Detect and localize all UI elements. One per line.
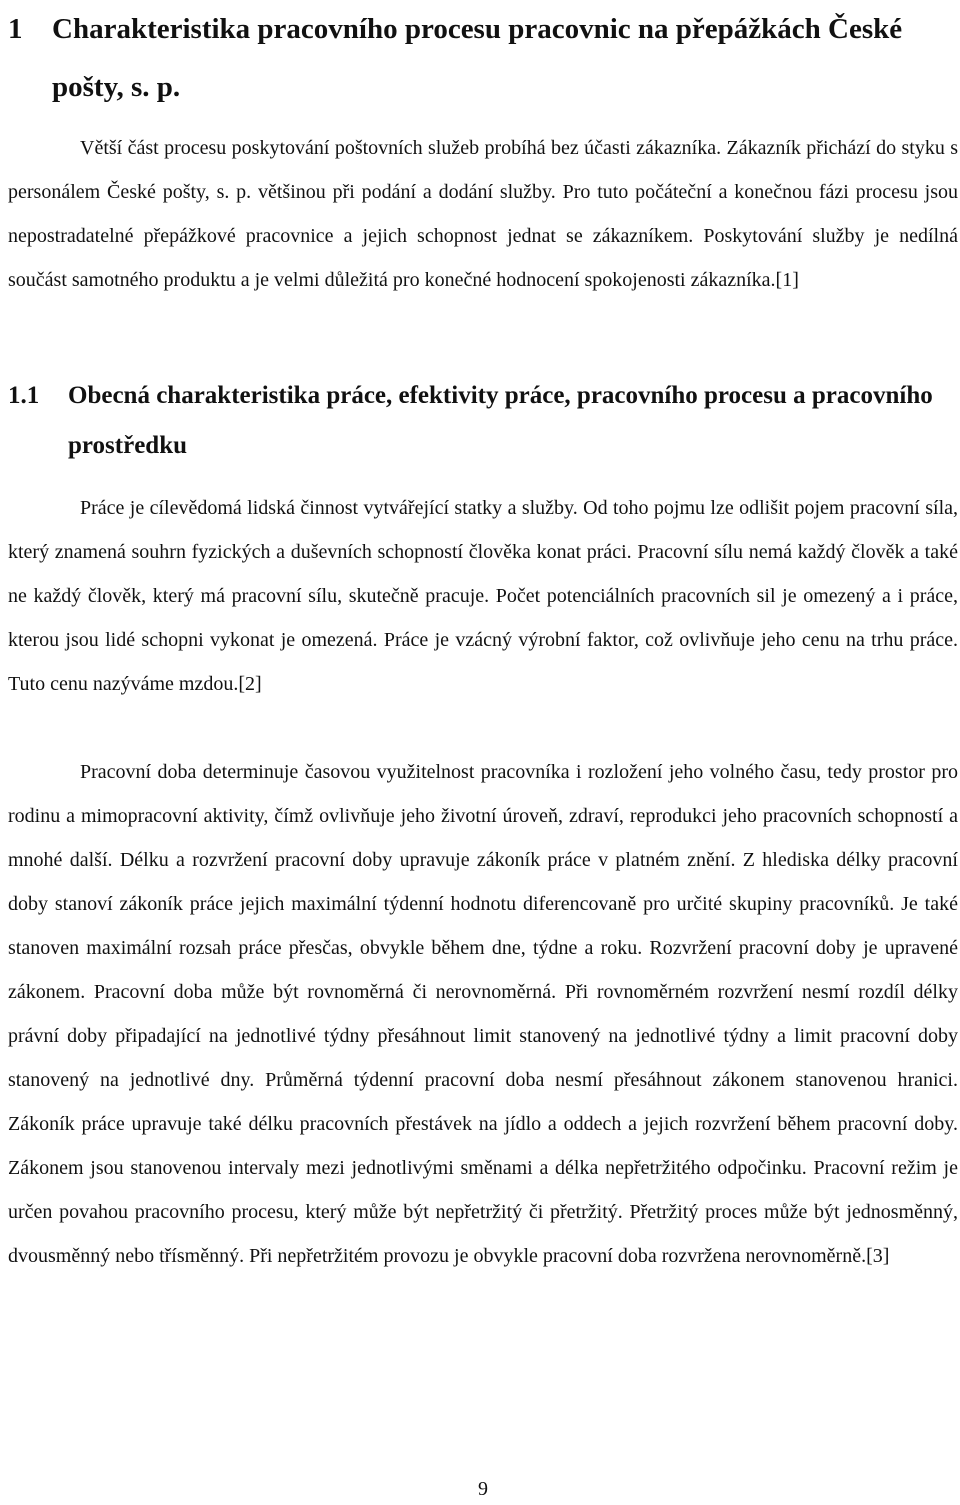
section-title: Obecná charakteristika práce, efektivity práce, pracovního procesu a pracovního prostředku	[68, 382, 933, 459]
chapter-title: Charakteristika pracovního procesu pracovnic na přepážkách České pošty, s. p.	[52, 13, 903, 103]
chapter-number: 1	[8, 13, 23, 45]
section-number: 1.1	[8, 382, 40, 409]
chapter-heading	[8, 0, 958, 116]
document-page	[8, 0, 958, 1505]
section-heading	[8, 371, 958, 471]
paragraph-intro: Větší část procesu poskytování poštovních služeb probíhá bez účasti zákazníka. Zákazník přichází do styku s personálem České pošty, s. p. většinou při podání a dodání služby. Pro tuto počáteční a konečnou fázi procesu jsou nepostradatelné přepážkové pracovnice a jejich schopnost jednat se zákazníkem. Poskytování služby je nedílná součást samotného produktu a je velmi důležitá pro konečné hodnocení spokojenosti zákazníka.[1]	[8, 137, 958, 291]
page-number: 9	[478, 1478, 488, 1500]
paragraph-work: Práce je cílevědomá lidská činnost vytvářející statky a služby. Od toho pojmu lze odlišit pojem pracovní síla, který znamená souhrn fyzických a duševních schopností člověka konat práci. Pracovní sílu nemá každý člověk a také ne každý člověk, který má pracovní sílu, skutečně pracuje. Počet potenciálních pracovních sil je omezený a i práce, kterou jsou lidé schopni vykonat je omezená. Práce je vzácný výrobní faktor, což ovlivňuje jeho cenu na trhu práce. Tuto cenu nazýváme mzdou.[2]	[8, 497, 958, 695]
paragraph-working-time: Pracovní doba determinuje časovou využitelnost pracovníka i rozložení jeho volného času, tedy prostor pro rodinu a mimopracovní aktivity, čímž ovlivňuje jeho životní úroveň, zdraví, reprodukci jeho pracovních schopností a mnohé další. Délku a rozvržení pracovní doby upravuje zákoník práce v platném znění. Z hlediska délky pracovní doby stanoví zákoník práce jejich maximální týdenní hodnotu diferencovaně pro určité skupiny pracovníků. Je také stanoven maximální rozsah práce přesčas, obvykle během dne, týdne a roku. Rozvržení pracovní doby je upravené zákonem. Pracovní doba může být rovnoměrná či nerovnoměrná. Při rovnoměrném rozvržení nesmí rozdíl délky právní doby připadající na jednotlivé týdny přesáhnout limit stanovený na jednotlivé týdny a limit pracovní doby stanovený na jednotlivé dny. Průměrná týdenní pracovní doba nesmí přesáhnout zákonem stanovenou hranici. Zákoník práce upravuje také délku pracovních přestávek na jídlo a oddech a jejich rozvržení během pracovní doby. Zákonem jsou stanovenou intervaly mezi jednotlivými směnami a délka nepřetržitého odpočinku. Pracovní režim je určen povahou pracovního procesu, který může být nepřetržitý či přetržitý. Přetržitý proces může být jednosměnný, dvousměnný nebo třísměnný. Při nepřetržitém provozu je obvykle pracovní doba rozvržena nerovnoměrně.[3]	[8, 761, 958, 1267]
